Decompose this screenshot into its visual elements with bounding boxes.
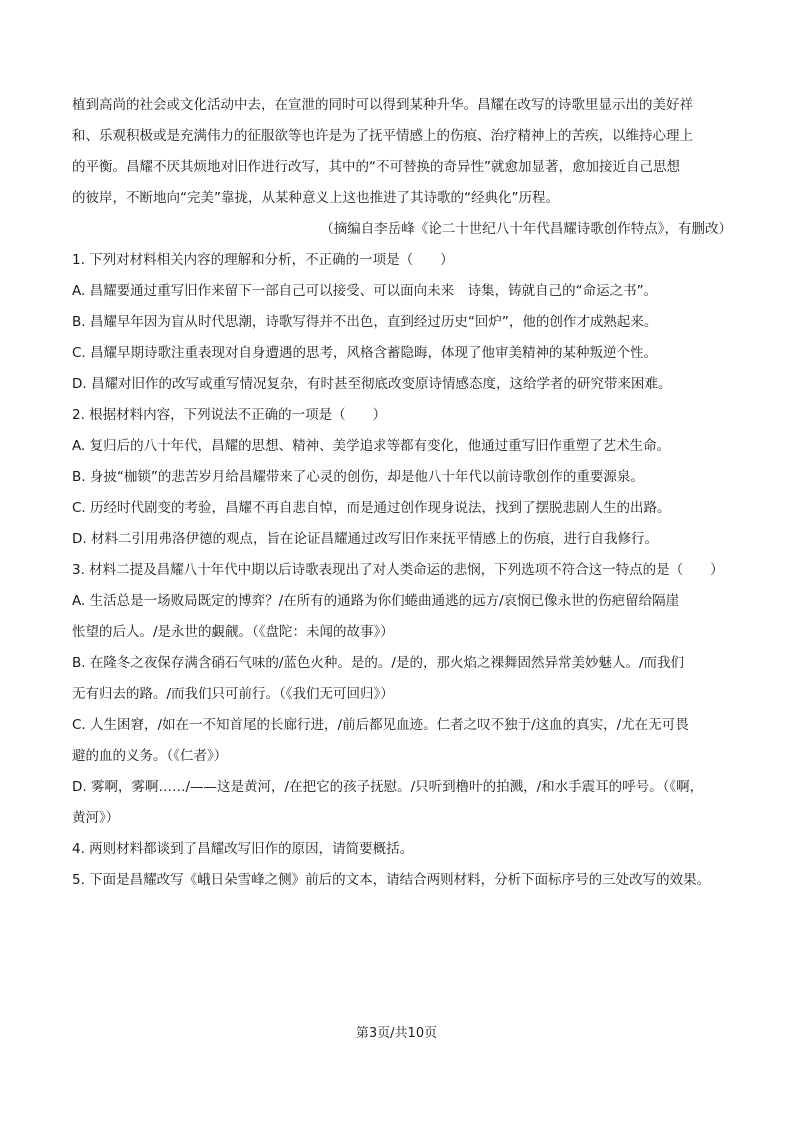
option-d-line-1: D. 雾啊，雾啊……/——这是黄河，/在把它的孩子抚慰。/只听到橹叶的拍溅，/和水手震耳的呼号。（《啊， xyxy=(72,779,704,795)
option-a: A. 复归后的八十年代，昌耀的思想、精神、美学追求等都有变化，他通过重写旧作重塑了艺术生命。 xyxy=(72,438,671,454)
page-content xyxy=(72,90,732,896)
option-b-line-1: B. 在隆冬之夜保存满含硝石气味的/蓝色火种。是的。/是的，那火焰之裸舞固然异常美妙魅人。/而我们 xyxy=(72,655,684,671)
option-b: B. 身披“枷锁”的悲苦岁月给昌耀带来了心灵的创伤，却是他八十年代以前诗歌创作的重要源泉。 xyxy=(72,469,644,485)
question-5 xyxy=(72,865,732,896)
question-stem: 2. 根据材料内容，下列说法不正确的一项是（ ） xyxy=(72,407,387,423)
question-stem: 1. 下列对材料相关内容的理解和分析，不正确的一项是（ ） xyxy=(72,252,454,268)
option-c-line-1: C. 人生困窘，/如在一不知首尾的长廊行进，/前后都见血迹。仁者之叹不独于/这血的真实，/尤在无可畏 xyxy=(72,717,689,733)
option-d-line-2: 黄河》） xyxy=(72,810,120,826)
question-stem: 3. 材料二提及昌耀八十年代中期以后诗歌表现出了对人类命运的悲悯，下列选项不符合这一特点的是（ ） xyxy=(72,562,724,578)
passage-line: 植到高尚的社会或文化活动中去，在宣泄的同时可以得到某种升华。昌耀在改写的诗歌里显示出的美好祥 xyxy=(72,97,693,113)
question-4 xyxy=(72,834,732,865)
option-b-line-2: 无有归去的路。/而我们只可前行。（《我们无可回归》） xyxy=(72,686,394,702)
option-c-line-2: 避的血的义务。（《仁者》） xyxy=(72,748,228,764)
passage-line: 和、乐观积极或是充满伟力的征服欲等也许是为了抚平情感上的伤痕、治疗精神上的苦疾，以维持心理上 xyxy=(72,128,693,144)
option-d: D. 材料二引用弗洛伊德的观点，旨在论证昌耀通过改写旧作来抚平情感上的伤痕，进行自我修行。 xyxy=(72,531,658,547)
question-stem: 5. 下面是昌耀改写《峨日朵雪峰之侧》前后的文本，请结合两则材料，分析下面标序号的三处改写的效果。 xyxy=(72,872,711,888)
page-footer: 第3页/共10页 xyxy=(355,1026,438,1041)
option-a-line-2: 怅望的后人。/是永世的覷觎。（《盘陀：未闻的故事》） xyxy=(72,624,394,640)
question-3 xyxy=(72,555,732,834)
question-2 xyxy=(72,400,732,555)
option-a: A. 昌耀要通过重写旧作来留下一部自己可以接受、可以面向未来 诗集，铸就自己的“命运之书”。 xyxy=(72,283,658,299)
question-1 xyxy=(72,245,732,400)
passage-source: （摘编自李岳峰《论二十世纪八十年代昌耀诗歌创作特点》，有删改） xyxy=(320,221,732,237)
option-d: D. 昌耀对旧作的改写或重写情况复杂，有时甚至彻底改变原诗情感态度，这给学者的研究带来困难。 xyxy=(72,376,672,392)
question-stem: 4. 两则材料都谈到了昌耀改写旧作的原因，请简要概括。 xyxy=(72,841,414,857)
option-c: C. 昌耀早期诗歌注重表现对自身遭遇的思考，风格含蓄隐晦，体现了他审美精神的某种叛逆个性。 xyxy=(72,345,658,361)
option-b: B. 昌耀早年因为盲从时代思潮，诗歌写得并不出色，直到经过历史“回炉”，他的创作才成熟起来。 xyxy=(72,314,658,330)
option-c: C. 历经时代剧变的考验，昌耀不再自悲自悼，而是通过创作现身说法，找到了摆脱悲剧人生的出路。 xyxy=(72,500,671,516)
passage-line: 的平衡。昌耀不厌其烦地对旧作进行改写，其中的“不可替换的奇异性”就愈加显著，愈加接近自己思想 xyxy=(72,159,680,175)
passage-line: 的彼岸，不断地向“完美”靠拢，从某种意义上这也推进了其诗歌的“经典化”历程。 xyxy=(72,190,559,206)
passage-excerpt xyxy=(72,90,732,245)
option-a-line-1: A. 生活总是一场败局既定的博弈？/在所有的通路为你们蜷曲通逃的远方/哀悯已像永世的伤疤留给隔崖 xyxy=(72,593,680,609)
